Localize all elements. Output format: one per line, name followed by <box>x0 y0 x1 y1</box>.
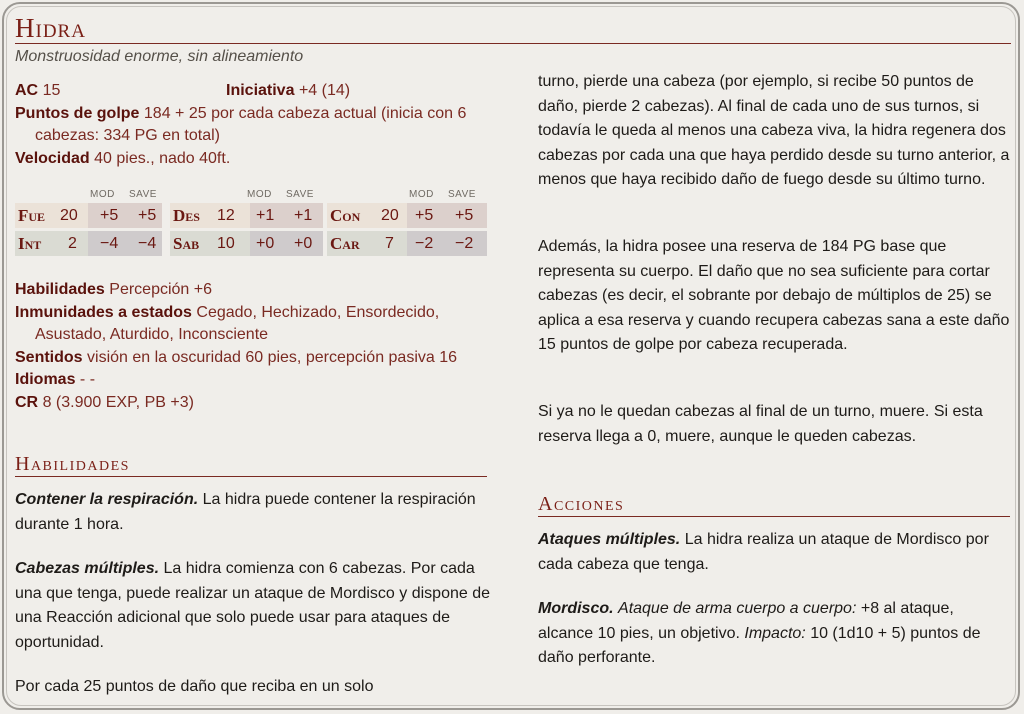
save-header: SAVE <box>286 189 314 200</box>
skills-label: Habilidades <box>15 281 105 298</box>
ability-score: 2 <box>68 234 77 252</box>
ability-save: +5 <box>138 206 157 224</box>
condition-immunities-value: Cegado, Hechizado, Ensordecido, Asustado, Aturdido, Inconsciente <box>35 303 440 343</box>
monster-name: Hidra <box>15 12 1011 44</box>
ac-value: 15 <box>42 82 61 99</box>
trait-name: Cabezas múltiples. <box>15 560 160 577</box>
languages-value: - - <box>79 371 96 388</box>
ability-mod: +5 <box>100 206 119 224</box>
skills-value: Percepción +6 <box>109 281 212 298</box>
mod-header: MOD <box>247 189 272 200</box>
ac-label: AC <box>15 82 39 99</box>
speed-value: 40 pies., nado 40ft. <box>94 149 231 167</box>
action-name: Ataques múltiples. <box>538 531 681 548</box>
ability-name: Int <box>18 233 42 253</box>
save-header: SAVE <box>129 189 157 200</box>
action-text: La hidra realiza un ataque de Mordisco por cada cabeza que tenga. <box>538 531 989 573</box>
trait-body-reserve: Además, la hidra posee una reserva de 184 PG base que representa su cuerpo. El daño que no sea suficiente para cortar cabezas (es decir, el sobrante por debajo de múltiplos de 25) se aplica a esa reserva y cuando recupera cabezas sana a este daño 15 puntos de golpe por cabeza recuperada. <box>538 238 1010 353</box>
trait-heads-damage-part2: turno, pierde una cabeza (por ejemplo, si recibe 50 puntos de daño, pierde 2 cabezas). Al final de cada uno de sus turnos, si todavía le queda al menos una cabeza viva, la hidra regenera dos cabezas por cada una que haya perdido desde su turno anterior, a menos que haya recibido daño de fuego desde su último turno. <box>538 73 1010 188</box>
ac-line <box>15 80 495 103</box>
ability-save: +1 <box>294 206 313 224</box>
hit-label: Impacto: <box>744 624 806 642</box>
hp-line <box>15 103 495 148</box>
cr-value: 8 (3.900 EXP, PB +3) <box>42 393 194 411</box>
ability-score: 20 <box>381 206 399 224</box>
attack-details: +8 al ataque, alcance 10 pies, un objetivo. <box>538 600 954 642</box>
ability-mod: +0 <box>256 234 275 252</box>
ability-sab <box>170 231 323 256</box>
monster-type: Monstruosidad enorme, sin alineamiento <box>15 48 304 65</box>
ability-mod: −4 <box>100 234 119 252</box>
ability-con <box>327 203 487 228</box>
ability-name: Car <box>330 233 360 253</box>
core-properties <box>15 80 495 170</box>
hp-value: 184 + 25 por cada cabeza actual (inicia con 6 cabezas: 334 PG en total) <box>35 104 467 144</box>
save-header: SAVE <box>448 189 476 200</box>
trait-heads-damage-part1: Por cada 25 puntos de daño que reciba en un solo <box>15 678 374 695</box>
abilities-section-heading: Habilidades <box>15 452 487 477</box>
ability-fue <box>15 203 162 228</box>
trait-text: La hidra puede contener la respiración durante 1 hora. <box>15 491 476 533</box>
secondary-traits <box>15 279 495 414</box>
ability-name: Con <box>330 205 361 225</box>
trait-text: La hidra comienza con 6 cabezas. Por cada una que tenga, puede realizar un ataque de Mordisco y dispone de una Reacción adicional que solo puede usar para ataques de oportunidad. <box>15 560 491 651</box>
trait-death-condition: Si ya no le quedan cabezas al final de un turno, muere. Si esta reserva llega a 0, muere, aunque le queden cabezas. <box>538 403 983 445</box>
ability-car <box>327 231 487 256</box>
ability-des <box>170 203 323 228</box>
ability-name: Fue <box>18 205 46 225</box>
ability-mod: −2 <box>415 234 434 252</box>
ability-score: 7 <box>385 234 394 252</box>
hp-label: Puntos de golpe <box>15 104 140 122</box>
senses-value: visión en la oscuridad 60 pies, percepción pasiva 16 <box>87 348 458 366</box>
initiative-value: +4 (14) <box>298 82 351 99</box>
ability-score: 10 <box>217 234 235 252</box>
trait-multiple-heads <box>15 557 493 655</box>
ability-mod: +1 <box>256 206 275 224</box>
cr-label: CR <box>15 393 39 411</box>
condition-immunities-line <box>15 302 475 347</box>
challenge-rating-line <box>15 392 495 415</box>
trait-hold-breath <box>15 488 485 537</box>
ability-name: Des <box>173 205 200 225</box>
skills-line <box>15 279 495 302</box>
initiative-label: Iniciativa <box>226 82 295 99</box>
condition-immunities-label: Inmunidades a estados <box>15 303 192 321</box>
ability-score: 12 <box>217 206 235 224</box>
action-name: Mordisco. <box>538 600 614 617</box>
speed-line <box>15 148 495 171</box>
ability-score: 20 <box>60 206 78 224</box>
ability-save: +5 <box>455 206 474 224</box>
attack-type: Ataque de arma cuerpo a cuerpo: <box>618 600 857 617</box>
speed-label: Velocidad <box>15 149 90 167</box>
ability-save: −4 <box>138 234 157 252</box>
action-multiattack <box>538 528 1012 577</box>
hit-damage: 10 (1d10 + 5) puntos de daño perforante. <box>538 624 981 666</box>
senses-line <box>15 347 475 370</box>
initiative-line <box>226 80 350 103</box>
languages-label: Idiomas <box>15 371 76 388</box>
actions-section-heading: Acciones <box>538 492 1010 517</box>
ability-mod: +5 <box>415 206 434 224</box>
ability-save: +0 <box>294 234 313 252</box>
action-bite <box>538 597 1012 671</box>
ability-name: Sab <box>173 233 200 253</box>
ability-int <box>15 231 162 256</box>
ability-save: −2 <box>455 234 474 252</box>
trait-name: Contener la respiración. <box>15 491 199 508</box>
languages-line <box>15 369 495 392</box>
mod-header: MOD <box>409 189 434 200</box>
senses-label: Sentidos <box>15 348 83 366</box>
mod-header: MOD <box>90 189 115 200</box>
